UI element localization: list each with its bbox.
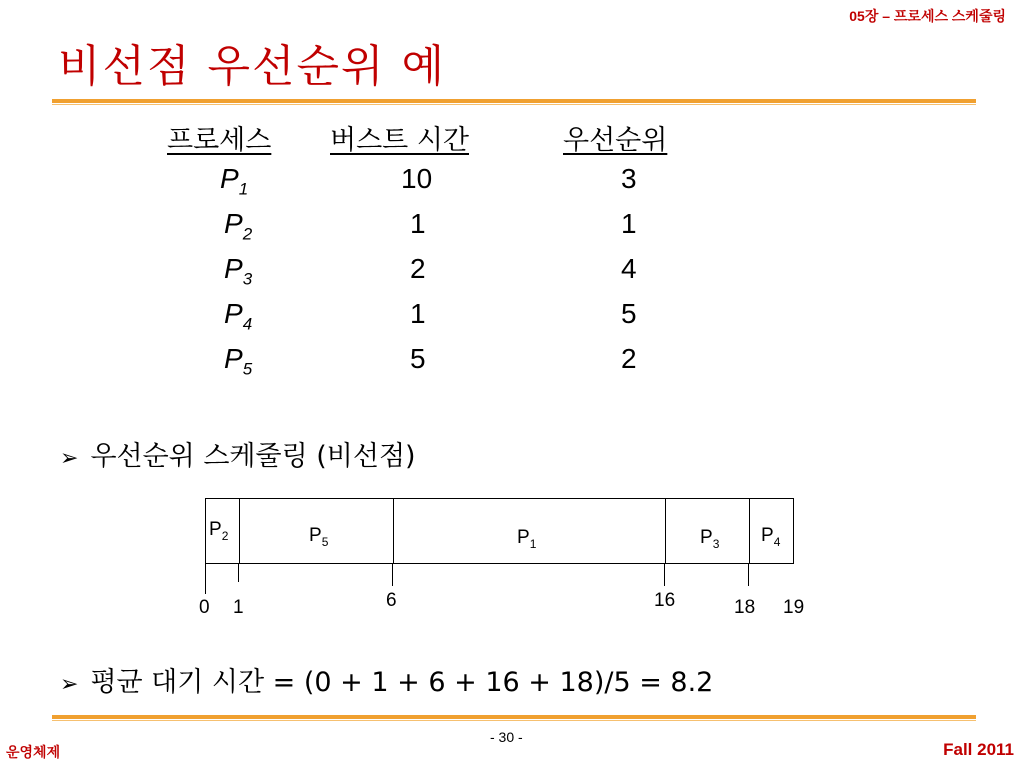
header-process: 프로세스 — [167, 125, 272, 156]
process-name: $P_4$ — [224, 298, 253, 334]
gantt-tick-label: 6 — [386, 590, 397, 611]
burst-value: 2 — [410, 253, 426, 284]
footer-course: 운영체제 — [6, 745, 61, 761]
gantt-block-label: $P_4$ — [761, 525, 781, 549]
gantt-divider — [749, 499, 750, 563]
arrow-bullet-icon: ➢ — [60, 672, 79, 697]
gantt-tick-label: 1 — [233, 597, 244, 618]
gantt-tick — [392, 564, 393, 586]
priority-value: 3 — [621, 163, 637, 194]
gantt-divider — [239, 499, 240, 563]
bottom-divider — [52, 715, 976, 719]
top-divider — [52, 99, 976, 103]
gantt-block-label: $P_5$ — [309, 525, 329, 549]
priority-value: 5 — [621, 298, 637, 329]
priority-value: 4 — [621, 253, 637, 284]
gantt-divider — [665, 499, 666, 563]
burst-value: 1 — [410, 298, 426, 329]
gantt-chart — [205, 498, 794, 564]
gantt-tick-label: 16 — [654, 590, 676, 611]
burst-value: 10 — [401, 163, 433, 194]
process-name: $P_5$ — [224, 343, 253, 379]
gantt-tick — [664, 564, 665, 586]
process-name: $P_3$ — [224, 253, 253, 289]
gantt-tick-label: 0 — [199, 597, 210, 618]
gantt-divider — [393, 499, 394, 563]
gantt-tick — [205, 564, 206, 594]
gantt-block-label: $P_3$ — [700, 527, 720, 551]
priority-value: 1 — [621, 208, 637, 239]
gantt-block-label: $P_1$ — [517, 527, 537, 551]
burst-value: 1 — [410, 208, 426, 239]
gantt-block-label: $P_2$ — [209, 519, 229, 543]
priority-value: 2 — [621, 343, 637, 374]
process-name: $P_2$ — [224, 208, 253, 244]
chapter-label: 05장 – 프로세스 스케줄링 — [849, 8, 1006, 24]
arrow-bullet-icon: ➢ — [60, 446, 79, 471]
burst-value: 5 — [410, 343, 426, 374]
gantt-tick-label: 18 — [734, 597, 756, 618]
bullet-average-wait: ➢ 평균 대기 시간 = (0 + 1 + 6 + 16 + 18)/5 = 8.2 — [60, 667, 714, 698]
header-priority: 우선순위 — [563, 125, 668, 156]
footer-term: Fall 2011 — [943, 740, 1014, 759]
bullet-scheduling: ➢ 우선순위 스케줄링 (비선점) — [60, 441, 416, 472]
gantt-tick-label: 19 — [783, 597, 805, 618]
bottom-divider-thin — [52, 720, 976, 721]
gantt-tick — [238, 564, 239, 582]
page-number: - 30 - — [490, 729, 523, 745]
gantt-tick — [748, 564, 749, 586]
process-name: $P_1$ — [220, 163, 249, 199]
top-divider-thin — [52, 104, 976, 105]
slide-title: 비선점 우선순위 예 — [58, 41, 447, 92]
header-burst-time: 버스트 시간 — [330, 125, 469, 156]
